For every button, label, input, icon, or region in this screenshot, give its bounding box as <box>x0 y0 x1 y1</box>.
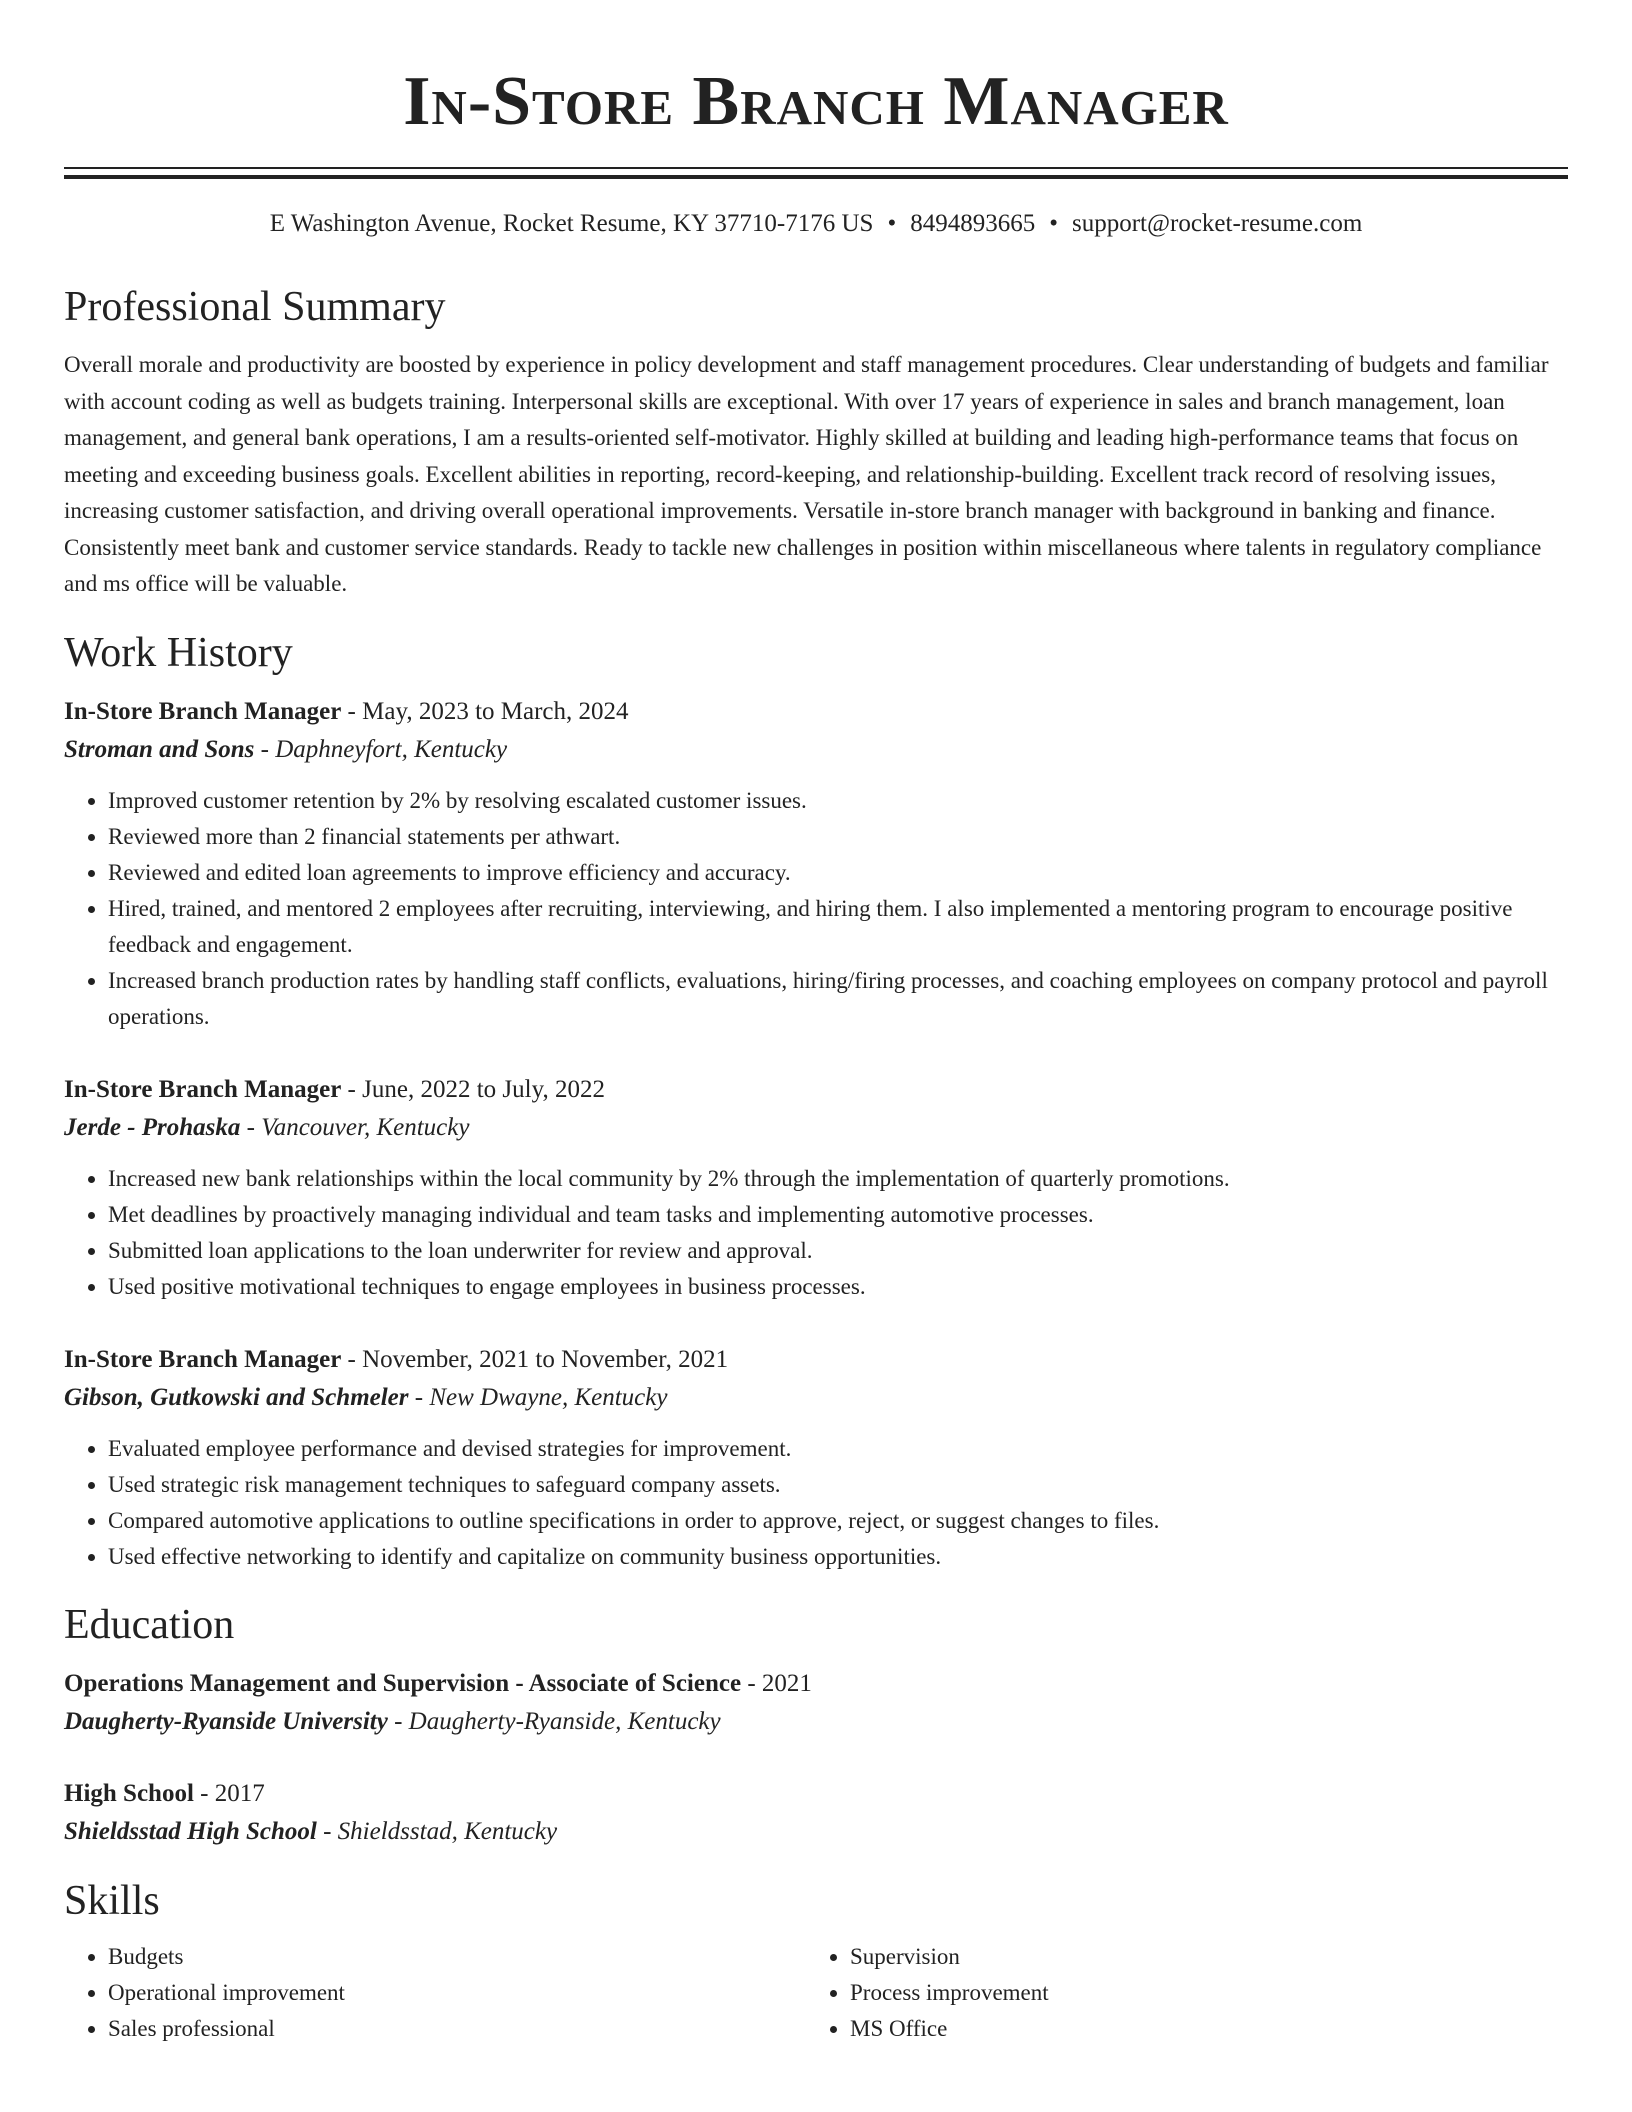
job-entry <box>64 693 1568 1035</box>
skills-list <box>806 1939 1548 2047</box>
summary-section <box>64 281 1568 603</box>
job-entry <box>64 1071 1568 1305</box>
skill-item: • Sales professional <box>108 2011 806 2047</box>
job-company: Jerde - Prohaska <box>64 1113 241 1141</box>
skill-item: • Process improvement <box>850 1975 1548 2011</box>
education-section <box>64 1599 1568 1851</box>
skills-column-left <box>64 1939 806 2047</box>
title-divider-thin <box>64 167 1568 169</box>
degree-name: High School <box>64 1779 194 1807</box>
skill-item: • MS Office <box>850 2011 1548 2047</box>
work-history-heading: Work History <box>64 629 293 676</box>
school-location: - Shieldsstad, Kentucky <box>316 1817 558 1845</box>
job-bullets <box>64 783 1568 1035</box>
school-line <box>64 1703 1568 1741</box>
summary-text: Overall morale and productivity are boosted by experience in policy development and staff management procedures. Clear understanding of budgets and familiar with account coding as well as budgets training. Interpersonal skills are exceptional. With over 17 years of experience in sales and branch management, loan management, and general bank operations, I am a results-oriented self-motivator. Highly skilled at building and leading high-performance teams that focus on meeting and exceeding business goals. Excellent abilities in reporting, record-keeping, and relationship-building. Excellent track record of resolving issues, increasing customer satisfaction, and driving overall operational improvements. Versatile in-store branch manager with background in banking and finance. Consistently meet bank and customer service standards. Ready to tackle new challenges in position within miscellaneous where talents in regulatory compliance and ms office will be valuable. <box>64 352 1549 596</box>
job-entry <box>64 1341 1568 1575</box>
title-divider-thick <box>64 175 1568 179</box>
job-title-line <box>64 1341 1568 1379</box>
job-bullet: • Met deadlines by proactively managing individual and team tasks and implementing automotive processes. <box>108 1197 1568 1233</box>
skills-section <box>64 1875 1568 2047</box>
job-company-line <box>64 1109 1568 1147</box>
school-name: Shieldsstad High School <box>64 1817 317 1845</box>
job-bullets <box>64 1431 1568 1575</box>
job-company: Gibson, Gutkowski and Schmeler <box>64 1383 409 1411</box>
contact-address: E Washington Avenue, Rocket Resume, KY 37710-7176 US <box>269 210 874 237</box>
job-bullet: • Used strategic risk management techniques to safeguard company assets. <box>108 1467 1568 1503</box>
job-dates: - May, 2023 to March, 2024 <box>341 697 629 725</box>
education-entry <box>64 1665 1568 1741</box>
job-title-line <box>64 693 1568 731</box>
skills-heading: Skills <box>64 1877 160 1924</box>
skills-grid <box>64 1939 1568 2047</box>
job-location: - Daphneyfort, Kentucky <box>254 735 508 763</box>
job-dates: - November, 2021 to November, 2021 <box>341 1345 729 1373</box>
job-bullet: • Compared automotive applications to outline specifications in order to approve, reject, or suggest changes to files. <box>108 1503 1568 1539</box>
job-bullet: • Hired, trained, and mentored 2 employees after recruiting, interviewing, and hiring them. I also implemented a mentoring program to encourage positive feedback and engagement. <box>108 891 1568 963</box>
skills-column-right <box>806 1939 1548 2047</box>
skill-item: • Budgets <box>108 1939 806 1975</box>
school-location: - Daugherty-Ryanside, Kentucky <box>387 1707 721 1735</box>
job-bullet: • Increased new bank relationships within the local community by 2% through the implementation of quarterly promotions. <box>108 1161 1568 1197</box>
job-bullet: • Evaluated employee performance and devised strategies for improvement. <box>108 1431 1568 1467</box>
skill-item: • Operational improvement <box>108 1975 806 2011</box>
job-bullet: • Increased branch production rates by handling staff conflicts, evaluations, hiring/firing processes, and coaching employees on company protocol and payroll operations. <box>108 963 1568 1035</box>
job-bullet: • Reviewed more than 2 financial statements per athwart. <box>108 819 1568 855</box>
skills-list <box>64 1939 806 2047</box>
education-entry <box>64 1775 1568 1851</box>
job-title: In-Store Branch Manager <box>64 1075 342 1103</box>
job-location: - New Dwayne, Kentucky <box>408 1383 668 1411</box>
job-company: Stroman and Sons <box>64 735 255 763</box>
work-history-section <box>64 627 1568 1575</box>
job-title: In-Store Branch Manager <box>64 1345 342 1373</box>
degree-line <box>64 1665 1568 1703</box>
job-company-line <box>64 731 1568 769</box>
contact-line <box>64 207 1568 241</box>
job-bullet: • Used effective networking to identify and capitalize on community business opportunities. <box>108 1539 1568 1575</box>
job-title-line <box>64 1071 1568 1109</box>
degree-year: - 2017 <box>193 1779 265 1807</box>
school-name: Daugherty-Ryanside University <box>64 1707 388 1735</box>
school-line <box>64 1813 1568 1851</box>
contact-phone: 8494893665 <box>910 210 1036 237</box>
job-bullet: • Improved customer retention by 2% by resolving escalated customer issues. <box>108 783 1568 819</box>
degree-name: Operations Management and Supervision - Associate of Science <box>64 1669 742 1697</box>
job-bullet: • Submitted loan applications to the loan underwriter for review and approval. <box>108 1233 1568 1269</box>
skill-item: • Supervision <box>850 1939 1548 1975</box>
education-heading: Education <box>64 1601 235 1648</box>
job-location: - Vancouver, Kentucky <box>240 1113 470 1141</box>
job-bullet: • Reviewed and edited loan agreements to improve efficiency and accuracy. <box>108 855 1568 891</box>
degree-line <box>64 1775 1568 1813</box>
job-bullet: • Used positive motivational techniques to engage employees in business processes. <box>108 1269 1568 1305</box>
contact-email: support@rocket-resume.com <box>1071 210 1363 237</box>
page-title: In-Store Branch Manager <box>403 63 1229 140</box>
job-dates: - June, 2022 to July, 2022 <box>341 1075 605 1103</box>
summary-heading: Professional Summary <box>64 284 446 330</box>
job-company-line <box>64 1379 1568 1417</box>
contact-separator: • <box>887 210 897 237</box>
job-title: In-Store Branch Manager <box>64 697 342 725</box>
degree-year: - 2021 <box>741 1669 812 1697</box>
job-bullets <box>64 1161 1568 1305</box>
contact-separator: • <box>1049 210 1058 237</box>
